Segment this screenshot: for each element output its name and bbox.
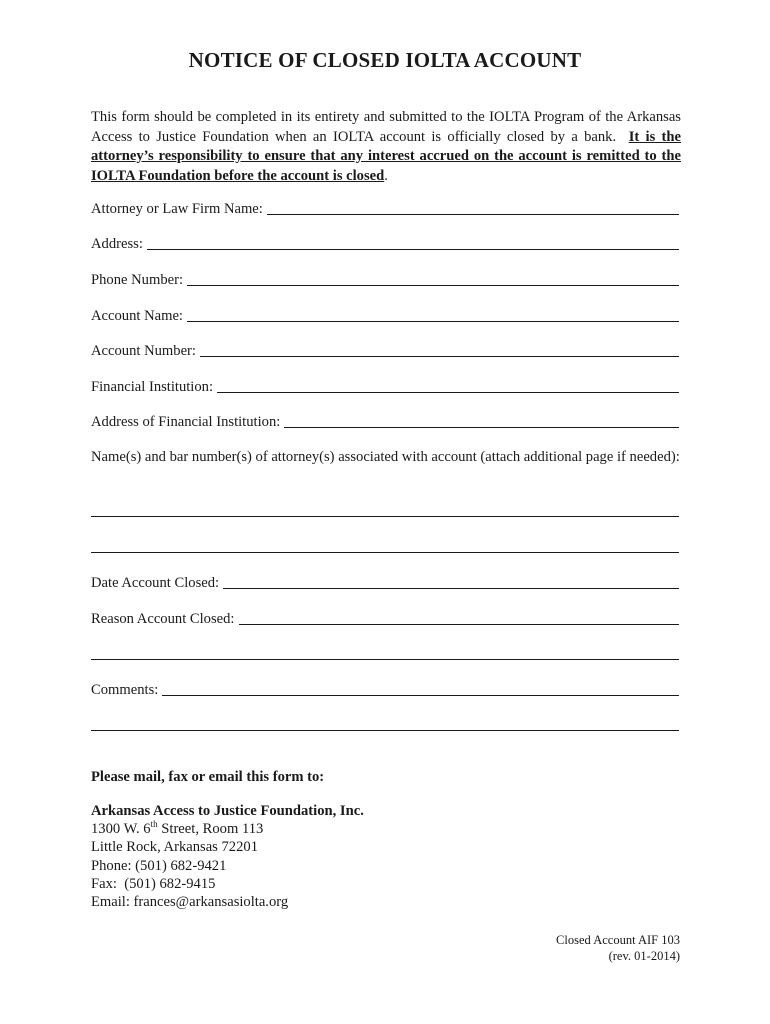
attorneys-input-line-2[interactable] — [91, 552, 679, 553]
attorney-name-input[interactable] — [267, 199, 679, 215]
reason-closed-field — [91, 608, 679, 628]
financial-institution-field — [91, 376, 679, 396]
fax-line: Fax: (501) 682-9415 — [91, 875, 216, 892]
phone-label: Phone Number: — [91, 272, 184, 288]
comments-field — [91, 679, 679, 699]
attorney-name-label: Attorney or Law Firm Name: — [91, 201, 263, 217]
mail-heading: Please mail, fax or email this form to: — [91, 769, 325, 785]
street-sup: th — [150, 819, 158, 830]
page-title: NOTICE OF CLOSED IOLTA ACCOUNT — [188, 48, 582, 72]
address-field — [91, 233, 679, 253]
comments-input[interactable] — [162, 680, 679, 696]
form-revision: (rev. 01-2014) — [608, 948, 680, 963]
comments-label: Comments: — [91, 682, 159, 698]
street-line — [91, 820, 364, 838]
account-number-label: Account Number: — [91, 343, 196, 359]
reason-closed-input[interactable] — [239, 609, 680, 625]
financial-institution-input[interactable] — [217, 377, 679, 393]
attorneys-note: Name(s) and bar number(s) of attorney(s) associated with account (attach additional page if needed): — [91, 449, 680, 465]
account-number-field — [91, 340, 679, 360]
intro-paragraph — [91, 108, 681, 186]
address-label: Address: — [91, 236, 143, 252]
date-closed-label: Date Account Closed: — [91, 575, 220, 591]
street-post: Street, Room 113 — [157, 821, 264, 838]
org-name: Arkansas Access to Justice Foundation, Inc. — [91, 803, 364, 819]
institution-address-field — [91, 411, 679, 431]
phone-input[interactable] — [187, 270, 679, 286]
form-id: Closed Account AIF 103 — [556, 933, 680, 947]
intro-emphasis: It is the attorney’s responsibility to ensure that any interest accrued on the account is remitted to the IOLTA Foundation before the account is closed — [91, 128, 681, 184]
form-footer — [556, 933, 680, 964]
account-number-input[interactable] — [200, 341, 679, 357]
account-name-field — [91, 305, 679, 325]
address-block — [91, 802, 364, 911]
intro-end: . — [384, 167, 388, 184]
institution-address-label: Address of Financial Institution: — [91, 414, 281, 430]
attorneys-input-line-1[interactable] — [91, 516, 679, 517]
street-pre: 1300 W. 6 — [91, 821, 151, 838]
comments-input-line-2[interactable] — [91, 730, 679, 731]
city-line: Little Rock, Arkansas 72201 — [91, 839, 258, 856]
account-name-input[interactable] — [187, 306, 679, 322]
phone-field — [91, 269, 679, 289]
email-line: Email: frances@arkansasiolta.org — [91, 894, 289, 911]
address-input[interactable] — [147, 234, 679, 250]
intro-text: This form should be completed in its entirety and submitted to the IOLTA Program of the Arkansas Access to Justice Foundation when an IOLTA account is officially closed by a bank. — [91, 109, 681, 145]
date-closed-input[interactable] — [223, 573, 679, 589]
institution-address-input[interactable] — [284, 412, 679, 428]
financial-institution-label: Financial Institution: — [91, 379, 214, 395]
account-name-label: Account Name: — [91, 308, 183, 324]
reason-input-line-2[interactable] — [91, 659, 679, 660]
date-closed-field — [91, 572, 679, 592]
phone-line: Phone: (501) 682-9421 — [91, 857, 227, 874]
attorney-name-field — [91, 198, 679, 218]
reason-closed-label: Reason Account Closed: — [91, 611, 235, 627]
